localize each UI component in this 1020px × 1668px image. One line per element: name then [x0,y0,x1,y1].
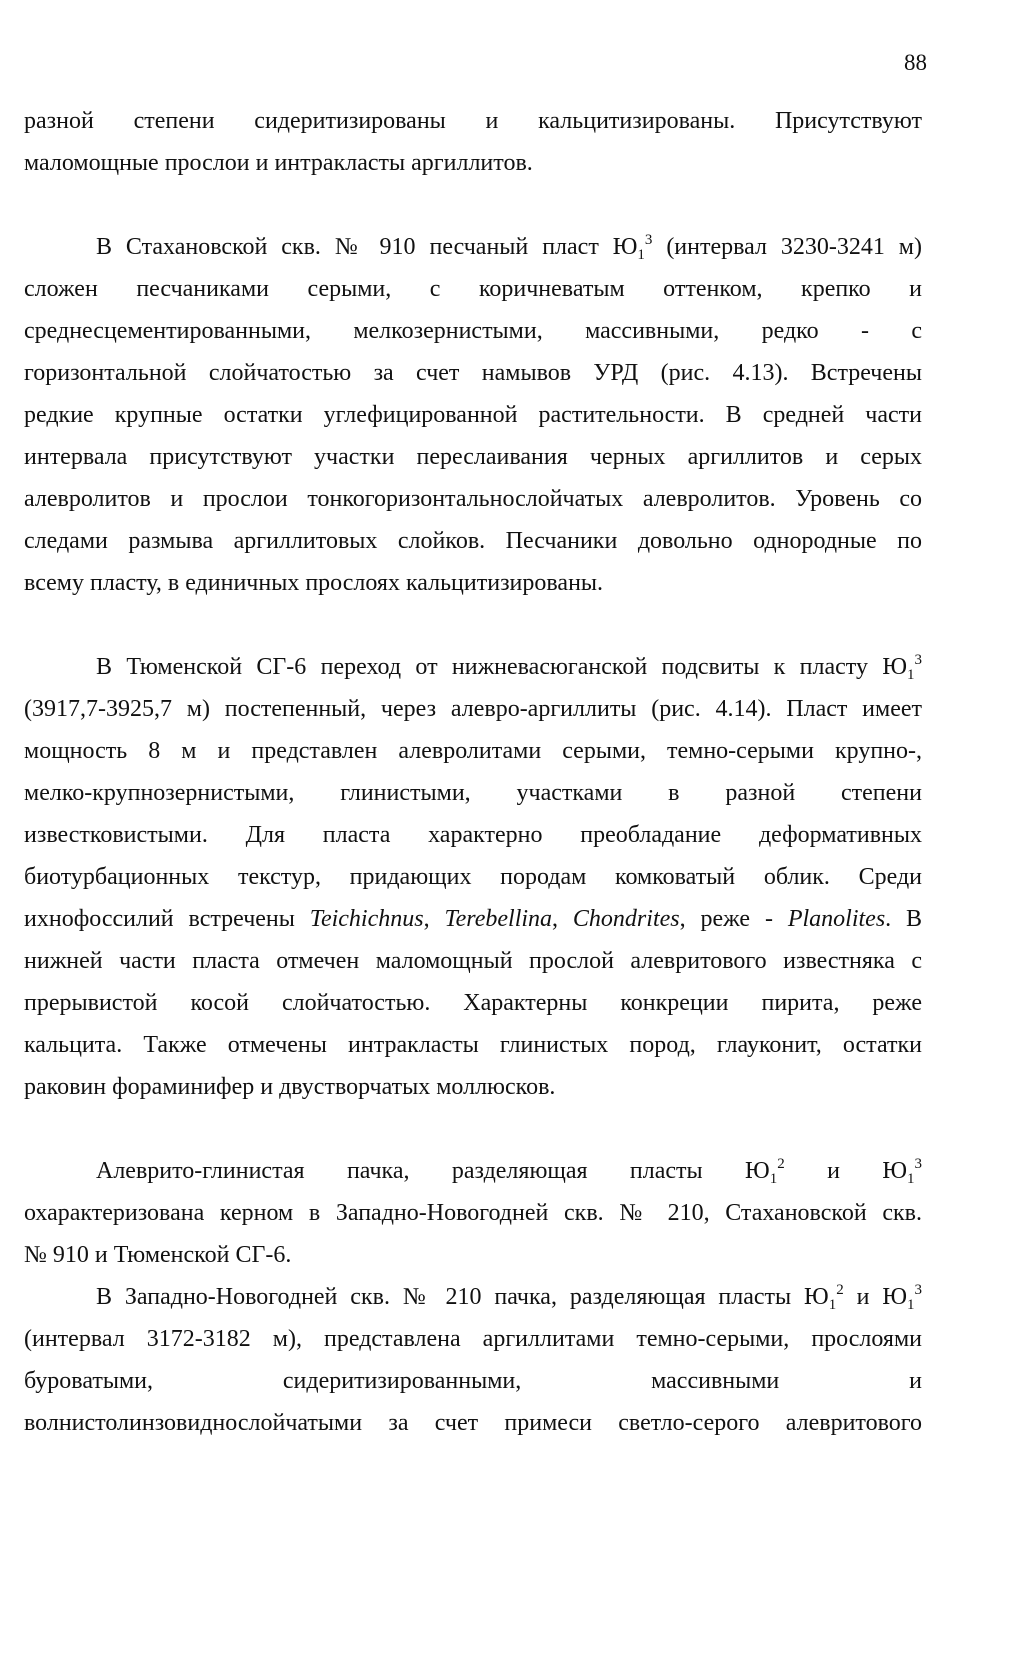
text-line: мощность 8 м и представлен алевролитами серыми, темно-серыми крупно-, [24,738,922,764]
text-line: (интервал 3172-3182 м), представлена аргиллитами темно-серыми, прослоями [24,1326,922,1352]
text-line: мелко-крупнозернистыми, глинистыми, участками в разной степени [24,780,922,806]
taxon-name: Planolites [787,906,886,932]
text-line: № 910 и Тюменской СГ-6. [24,1242,292,1268]
text-line: алевролитов и прослои тонкогоризонтальнослойчатых алевролитов. Уровень со [24,486,922,512]
text-line: среднесцементированными, мелкозернистыми, массивными, редко - с [24,318,922,344]
text-line: маломощные прослои и интракласты аргиллитов. [24,150,533,176]
text-line: В Западно-Новогодней скв. № 210 пачка, разделяющая пласты $Ю_1^2$ и $Ю_1^3$ [96,1282,922,1313]
text-line: нижней части пласта отмечен маломощный прослой алевритового известняка с [24,948,922,974]
taxon-name: Teichichnus [309,906,424,932]
text-line: волнистолинзовиднослойчатыми за счет примеси светло-серого алевритового [24,1410,922,1436]
text-line: кальцита. Также отмечены интракласты глинистых пород, глауконит, остатки [24,1032,922,1058]
text-line: охарактеризована керном в Западно-Новогодней скв. № 210, Стахановской скв. [24,1200,922,1226]
text-line: интервала присутствуют участки переслаивания черных аргиллитов и серых [24,444,922,470]
text-line: всему пласту, в единичных прослоях кальцитизированы. [24,570,604,596]
text-line: раковин фораминифер и двустворчатых моллюсков. [24,1074,556,1100]
text-line: Алеврито-глинистая пачка, разделяющая пласты $Ю_1^2$ и $Ю_1^3$ [96,1156,923,1187]
text-line: В Стахановской скв. № 910 песчаный пласт $Ю_1^3$ (интервал 3230-3241 м) [96,232,922,263]
text-line: редкие крупные остатки углефицированной растительности. В средней части [24,402,922,428]
text-line: горизонтальной слойчатостью за счет намывов УРД (рис. 4.13). Встречены [24,360,922,386]
text-line: биотурбационных текстур, придающих породам комковатый облик. Среди [24,864,922,890]
taxon-name: Terebellina [444,906,553,932]
taxon-name: Chondrites [572,906,680,932]
page-number: 88 [904,50,927,75]
text-line: буроватыми, сидеритизированными, массивными и [24,1368,922,1394]
text-line: (3917,7-3925,7 м) постепенный, через алевро-аргиллиты (рис. 4.14). Пласт имеет [24,696,922,722]
text-line: следами размыва аргиллитовых слойков. Песчаники довольно однородные по [24,528,922,554]
text-line: В Тюменской СГ-6 переход от нижневасюганской подсвиты к пласту $Ю_1^3$ [96,652,922,683]
text-line: сложен песчаниками серыми, с коричневатым оттенком, крепко и [24,276,922,302]
text-line: разной степени сидеритизированы и кальцитизированы. Присутствуют [24,108,922,134]
text-line: прерывистой косой слойчатостью. Характерны конкреции пирита, реже [24,990,922,1016]
text-line: известковистыми. Для пласта характерно преобладание деформативных [24,822,922,848]
text-line: ихнофоссилий встречены Teichichnus, Terebellina, Chondrites, реже - Planolites. В [24,906,923,932]
